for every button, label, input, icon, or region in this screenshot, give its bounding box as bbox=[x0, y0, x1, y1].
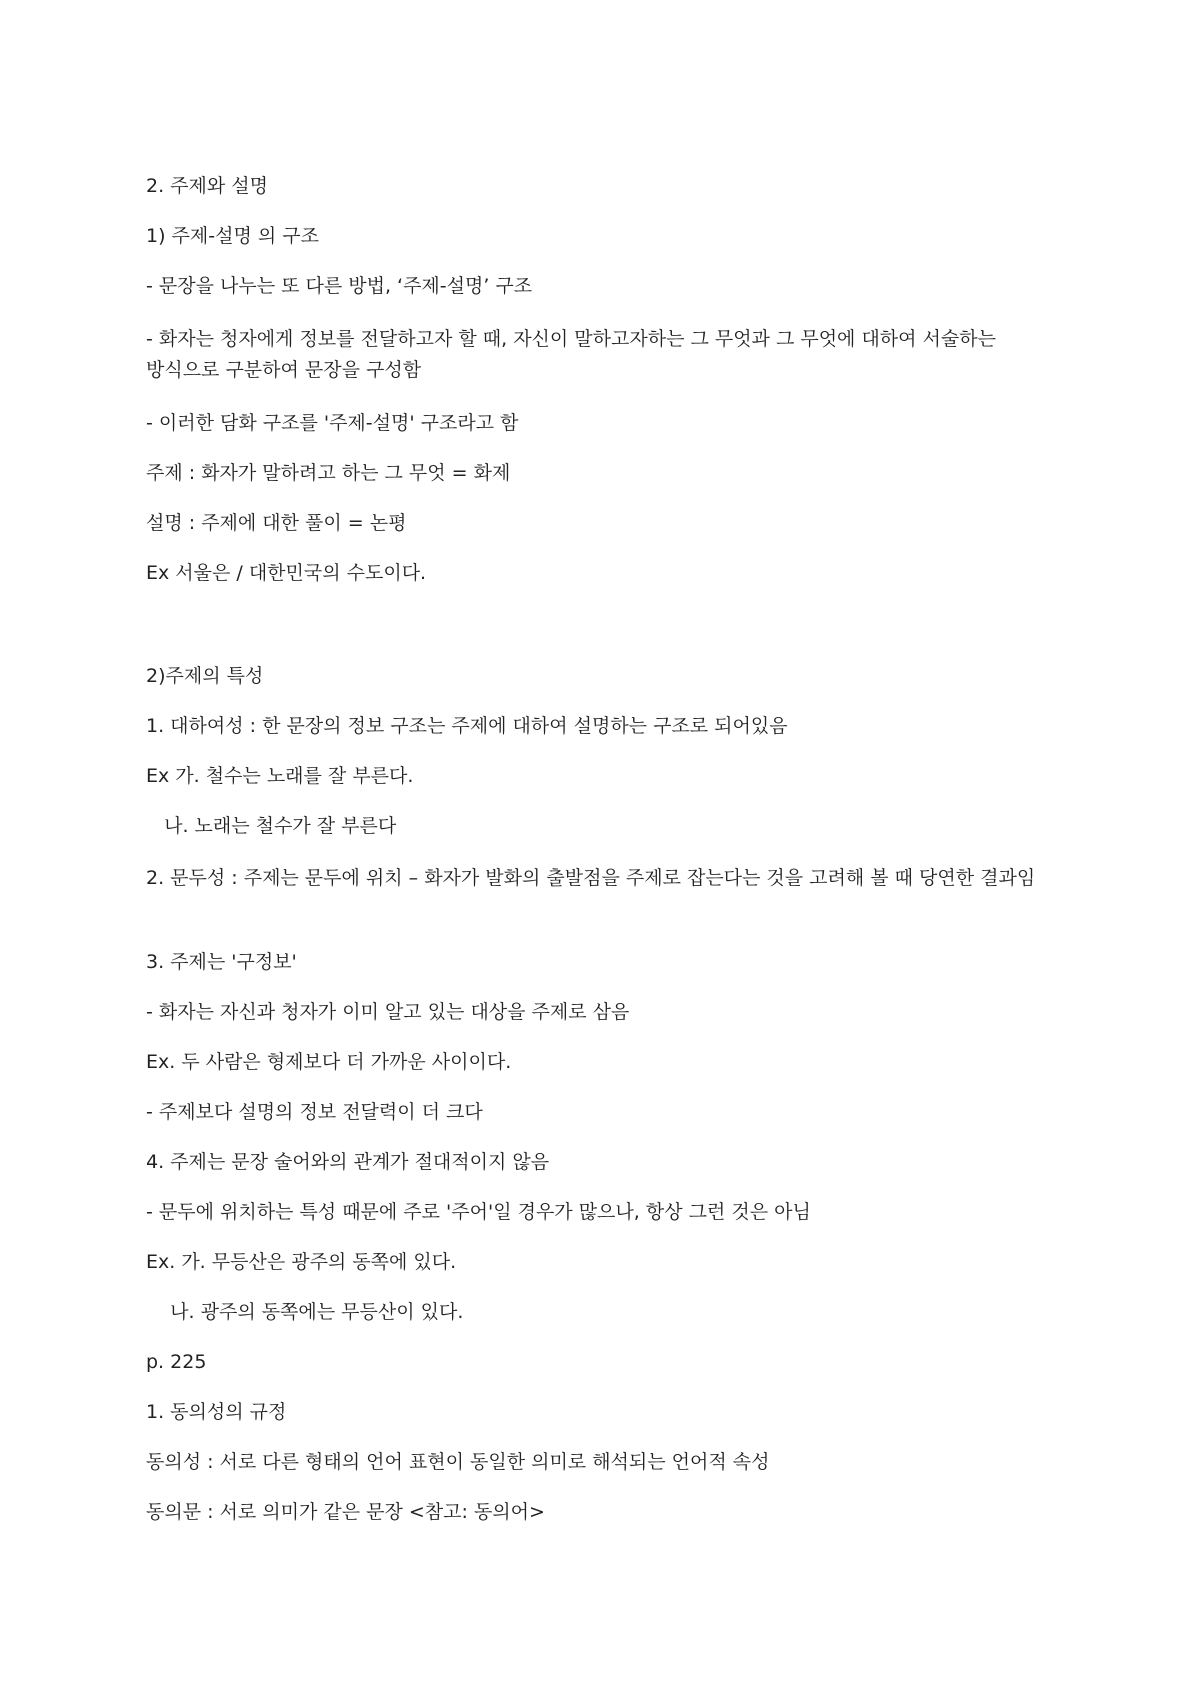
section-heading: 2. 주제와 설명 bbox=[146, 175, 268, 197]
text-line: 1. 대하여성 : 한 문장의 정보 구조는 주제에 대하여 설명하는 구조로 되어있음 bbox=[146, 715, 788, 737]
text-line: - 이러한 담화 구조를 '주제-설명' 구조라고 함 bbox=[146, 412, 519, 434]
text-line: - 문두에 위치하는 특성 때문에 주로 '주어'일 경우가 많으나, 항상 그런 것은 아님 bbox=[146, 1201, 811, 1223]
example-line: 나. 광주의 동쪽에는 무등산이 있다. bbox=[146, 1301, 464, 1323]
definition-line: 동의문 : 서로 의미가 같은 문장 <참고: 동의어> bbox=[146, 1501, 545, 1523]
example-line: Ex 가. 철수는 노래를 잘 부른다. bbox=[146, 765, 414, 787]
text-line: - 문장을 나누는 또 다른 방법, ‘주제-설명’ 구조 bbox=[146, 275, 533, 297]
text-paragraph: - 화자는 청자에게 정보를 전달하고자 할 때, 자신이 말하고자하는 그 무엇과 그 무엇에 대하여 서술하는 방식으로 구분하여 문장을 구성함 bbox=[146, 328, 1003, 381]
text-line: 4. 주제는 문장 술어와의 관계가 절대적이지 않음 bbox=[146, 1151, 550, 1173]
definition-line: 동의성 : 서로 다른 형태의 언어 표현이 동일한 의미로 해석되는 언어적 속성 bbox=[146, 1451, 770, 1473]
text-line: 3. 주제는 '구정보' bbox=[146, 951, 297, 973]
page-reference: p. 225 bbox=[146, 1351, 207, 1373]
text-line: - 주제보다 설명의 정보 전달력이 더 크다 bbox=[146, 1101, 483, 1123]
example-line: Ex 서울은 / 대한민국의 수도이다. bbox=[146, 562, 427, 584]
subsection-heading: 1) 주제-설명 의 구조 bbox=[146, 225, 319, 247]
example-line: Ex. 두 사람은 형제보다 더 가까운 사이이다. bbox=[146, 1051, 512, 1073]
text-line: - 화자는 자신과 청자가 이미 알고 있는 대상을 주제로 삼음 bbox=[146, 1001, 630, 1023]
subsection-heading: 2)주제의 특성 bbox=[146, 665, 264, 687]
definition-line: 설명 : 주제에 대한 풀이 = 논평 bbox=[146, 512, 407, 534]
text-paragraph: 2. 문두성 : 주제는 문두에 위치 – 화자가 발화의 출발점을 주제로 잡는다는 것을 고려해 볼 때 당연한 결과임 bbox=[146, 867, 1036, 889]
definition-line: 주제 : 화자가 말하려고 하는 그 무엇 = 화제 bbox=[146, 462, 511, 484]
example-line: Ex. 가. 무등산은 광주의 동쪽에 있다. bbox=[146, 1251, 457, 1273]
section-heading: 1. 동의성의 규정 bbox=[146, 1401, 287, 1423]
example-line: 나. 노래는 철수가 잘 부른다 bbox=[146, 815, 397, 837]
